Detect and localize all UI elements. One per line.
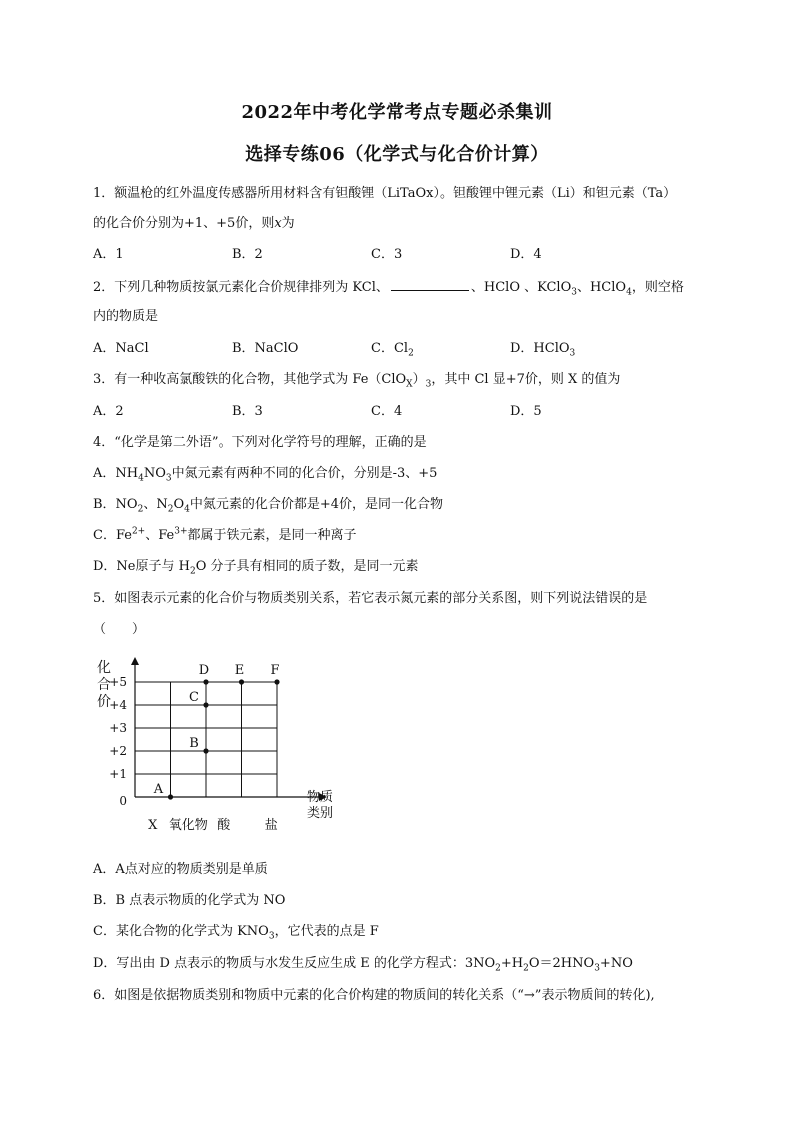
- page-title: 2022年中考化学常考点专题必杀集训: [241, 102, 553, 123]
- y-tick-label: +1: [109, 767, 127, 781]
- x-axis-label-line: 类别: [307, 806, 334, 821]
- q2-option-c: C．$Cl_2$: [371, 341, 414, 359]
- data-point-d: [203, 679, 208, 684]
- data-point-f: [274, 679, 279, 684]
- data-point-c: [203, 702, 208, 707]
- q3-option-d: D．5: [510, 404, 542, 419]
- q1-option-d: D．4: [510, 247, 542, 262]
- q6-stem-line1: 6．如图是依据物质类别和物质中元素的化合价构建的物质间的转化关系（“→”表示物质间的转化),: [93, 988, 655, 1003]
- data-point-b: [203, 748, 208, 753]
- q5-option-b: B．B 点表示物质的化学式为 NO: [93, 893, 286, 908]
- q2-answer-blank: [391, 278, 469, 291]
- valence-category-chart: [88, 655, 348, 845]
- q4-option-d: D．Ne原子与 $H_2O$ 分子具有相同的质子数，是同一元素: [93, 559, 419, 577]
- q2-option-a: A．NaCl: [93, 341, 149, 356]
- q5-option-c: C．某化合物的化学式为 $KNO_3$，它代表的点是 F: [93, 924, 379, 942]
- q4-option-b: B．$NO_2$、$N_2O_4$中氮元素的化合价都是+4价，是同一化合物: [93, 497, 444, 515]
- q1-stem-line1: 1．额温枪的红外温度传感器所用材料含有钽酸锂（LiTaOx）。钽酸锂中锂元素（Li）和钽元素（Ta）: [93, 186, 677, 201]
- y-tick-label: +3: [109, 721, 127, 735]
- data-point-label: C: [189, 690, 199, 705]
- q5-option-d: D．写出由 D 点表示的物质与水发生反应生成 E 的化学方程式：$3NO_2+H_2O=2HNO_3+NO$: [93, 956, 633, 974]
- x-axis-label-line: 物质: [307, 790, 334, 805]
- data-point-label: A: [153, 782, 164, 797]
- y-tick-label: 0: [119, 794, 127, 808]
- x-category-label: 盐: [264, 818, 278, 833]
- q4-stem: 4．“化学是第二外语”。下列对化学符号的理解，正确的是: [93, 435, 427, 450]
- q1-option-a: A．1: [93, 247, 124, 262]
- data-point-label: E: [234, 663, 245, 678]
- q3-stem: 3．有一种收高氯酸铁的化合物，其他学式为 $Fe(ClO_X)_3$，其中 Cl 显+7价，则 X 的值为: [93, 372, 621, 390]
- q4-option-a: A．$NH_4NO_3$中氮元素有两种不同的化合价，分别是-3、+5: [93, 466, 438, 484]
- q1-option-c: C．3: [371, 247, 403, 262]
- q3-option-a: A．2: [93, 404, 124, 419]
- q3-option-c: C．4: [371, 404, 403, 419]
- q5-answer-paren: （ ）: [93, 622, 146, 637]
- q2-option-b: B．NaClO: [232, 341, 299, 356]
- x-category-label: 氧化物: [168, 818, 208, 833]
- y-axis-arrow: [131, 657, 139, 665]
- y-axis-label-char: 价: [97, 694, 111, 710]
- y-tick-label: +5: [109, 675, 127, 689]
- q1-option-b: B．2: [232, 247, 263, 262]
- x-category-label: 酸: [217, 818, 231, 833]
- data-point-a: [168, 794, 173, 799]
- q1-stem-line2: 的化合价分别为+1、+5价，则x为: [93, 216, 295, 231]
- y-tick-label: +2: [109, 744, 127, 758]
- chart-grid: [135, 682, 277, 797]
- data-point-label: B: [189, 736, 199, 751]
- q2-stem-line2: 内的物质是: [93, 309, 159, 324]
- q2-option-d: D．HClO$_3$: [510, 341, 576, 359]
- page-subtitle: 选择专练06（化学式与化合价计算）: [245, 144, 549, 165]
- data-point-e: [239, 679, 244, 684]
- data-point-label: F: [270, 663, 280, 678]
- q5-stem: 5．如图表示元素的化合价与物质类别关系，若它表示氮元素的部分关系图，则下列说法错误的是: [93, 591, 648, 606]
- q2-stem-line1: 2．下列几种物质按氯元素化合价规律排列为 KCl、 、HClO 、KClO$_3$、HClO$_4$，则空格: [93, 280, 684, 298]
- y-axis-label-char: 化: [97, 660, 111, 676]
- q3-option-b: B．3: [232, 404, 263, 419]
- y-tick-label: +4: [109, 698, 127, 712]
- data-point-label: D: [198, 663, 210, 678]
- y-axis-label-char: 合: [97, 677, 111, 693]
- q5-option-a: A．A点对应的物质类别是单质: [93, 862, 268, 877]
- x-category-label: X: [148, 818, 158, 833]
- q4-option-c: C．$Fe^{2+}$、$Fe^{3+}$都属于铁元素，是同一种离子: [93, 526, 357, 543]
